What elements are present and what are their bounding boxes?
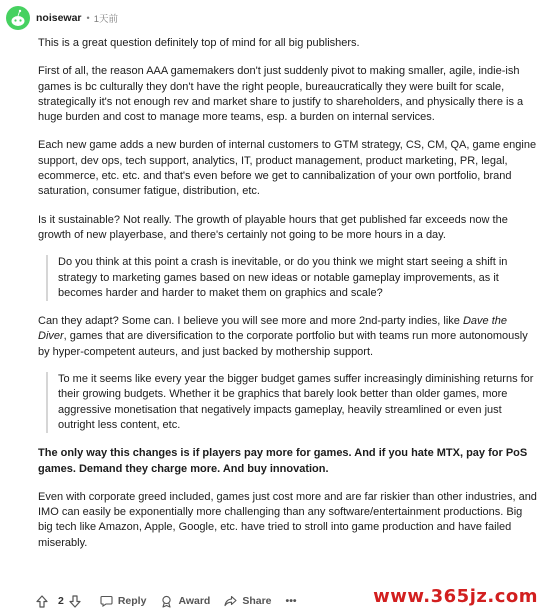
share-label: Share bbox=[242, 595, 272, 607]
paragraph: First of all, the reason AAA gamemakers don't just suddenly pivot to making smaller, agile, indie-ish games is bc culturally they don't have the right people, bureaucratically they were built for scale, strategically it's not enough rev and market share to justify to shareholders, and physically there is a huge burden and cost to manage more teams, esp. a burden on internal services. bbox=[38, 65, 524, 124]
award-button[interactable] bbox=[160, 595, 210, 608]
award-label: Award bbox=[178, 595, 211, 607]
paragraph: Even with corporate greed included, games just cost more and are far riskier than other industries, and IMO can easily be exponentially more challenging than any software/entertainment productions. Big big tech like Amazon, Apple, Google, etc. have tried to stroll into game production and have failed miserably. bbox=[38, 490, 537, 549]
award-icon bbox=[160, 595, 173, 608]
snoo-avatar-icon bbox=[6, 6, 30, 30]
comment-header bbox=[6, 5, 118, 31]
downvote-icon[interactable] bbox=[69, 595, 81, 608]
username[interactable]: noisewar bbox=[36, 12, 82, 24]
reply-label: Reply bbox=[117, 595, 147, 607]
paragraph: Each new game adds a new burden of internal customers to GTM strategy, CS, CM, QA, game engine support, dev ops, tech support, analytics, IT, product management, product marketing, PR, legal, ecommerce, etc. etc. and that's even before we get to cannibalization of your own portfolio, brand saturation, consumer fatigue, distribution, etc. bbox=[38, 139, 537, 198]
more-options-button[interactable] bbox=[286, 595, 297, 607]
upvote-icon[interactable] bbox=[36, 595, 48, 608]
comment-bubble-icon bbox=[100, 595, 113, 607]
comment-actions bbox=[36, 590, 311, 612]
blockquote bbox=[46, 255, 538, 301]
avatar[interactable] bbox=[6, 6, 30, 30]
share-button[interactable] bbox=[224, 595, 271, 607]
paragraph-text: Can they adapt? Some can. I believe you will see more and more 2nd-party indies, like bbox=[38, 315, 463, 328]
game-title: Dave the Diver bbox=[38, 315, 507, 343]
vote-controls bbox=[36, 595, 86, 608]
comment-body bbox=[38, 36, 538, 551]
reply-button[interactable] bbox=[100, 595, 147, 607]
paragraph bbox=[38, 314, 538, 360]
paragraph: This is a great question definitely top of mind for all big publishers. bbox=[38, 37, 360, 49]
vote-count: 2 bbox=[58, 595, 64, 607]
blockquote bbox=[46, 372, 538, 433]
timestamp[interactable]: 1天前 bbox=[93, 14, 118, 25]
paragraph-text: , games that are diversification to the corporate portfolio but with teams run more autonomously by hyper-competent auteurs, and just backed by mothership support. bbox=[38, 330, 528, 358]
watermark: www.365jz.com bbox=[373, 586, 538, 607]
share-icon bbox=[224, 595, 237, 607]
quote-text: To me it seems like every year the bigger budget games suffer increasingly diminishing returns for their growing budgets. Whether it be graphics that barely look better than older games, more aggressive monetisation that negatively impacts gameplay, heavily streamlined or even just outright less content, etc. bbox=[58, 373, 534, 431]
separator: • bbox=[86, 13, 90, 23]
paragraph: Is it sustainable? Not really. The growth of playable hours that get published far exceeds now the growth of new playerbase, and there's certainly not going to be more hours in a day. bbox=[38, 213, 508, 241]
quote-text: Do you think at this point a crash is inevitable, or do you think we might start seeing a shift in strategy to marketing games based on new ideas or notable gameplay improvements, as it becomes harder and harder to maket them on graphics and scale? bbox=[58, 256, 508, 299]
more-options-icon: ••• bbox=[285, 595, 297, 607]
bold-paragraph: The only way this changes is if players pay more for games. And if you hate MTX, pay for PoS games. Demand they charge more. And buy innovation. bbox=[38, 447, 528, 475]
